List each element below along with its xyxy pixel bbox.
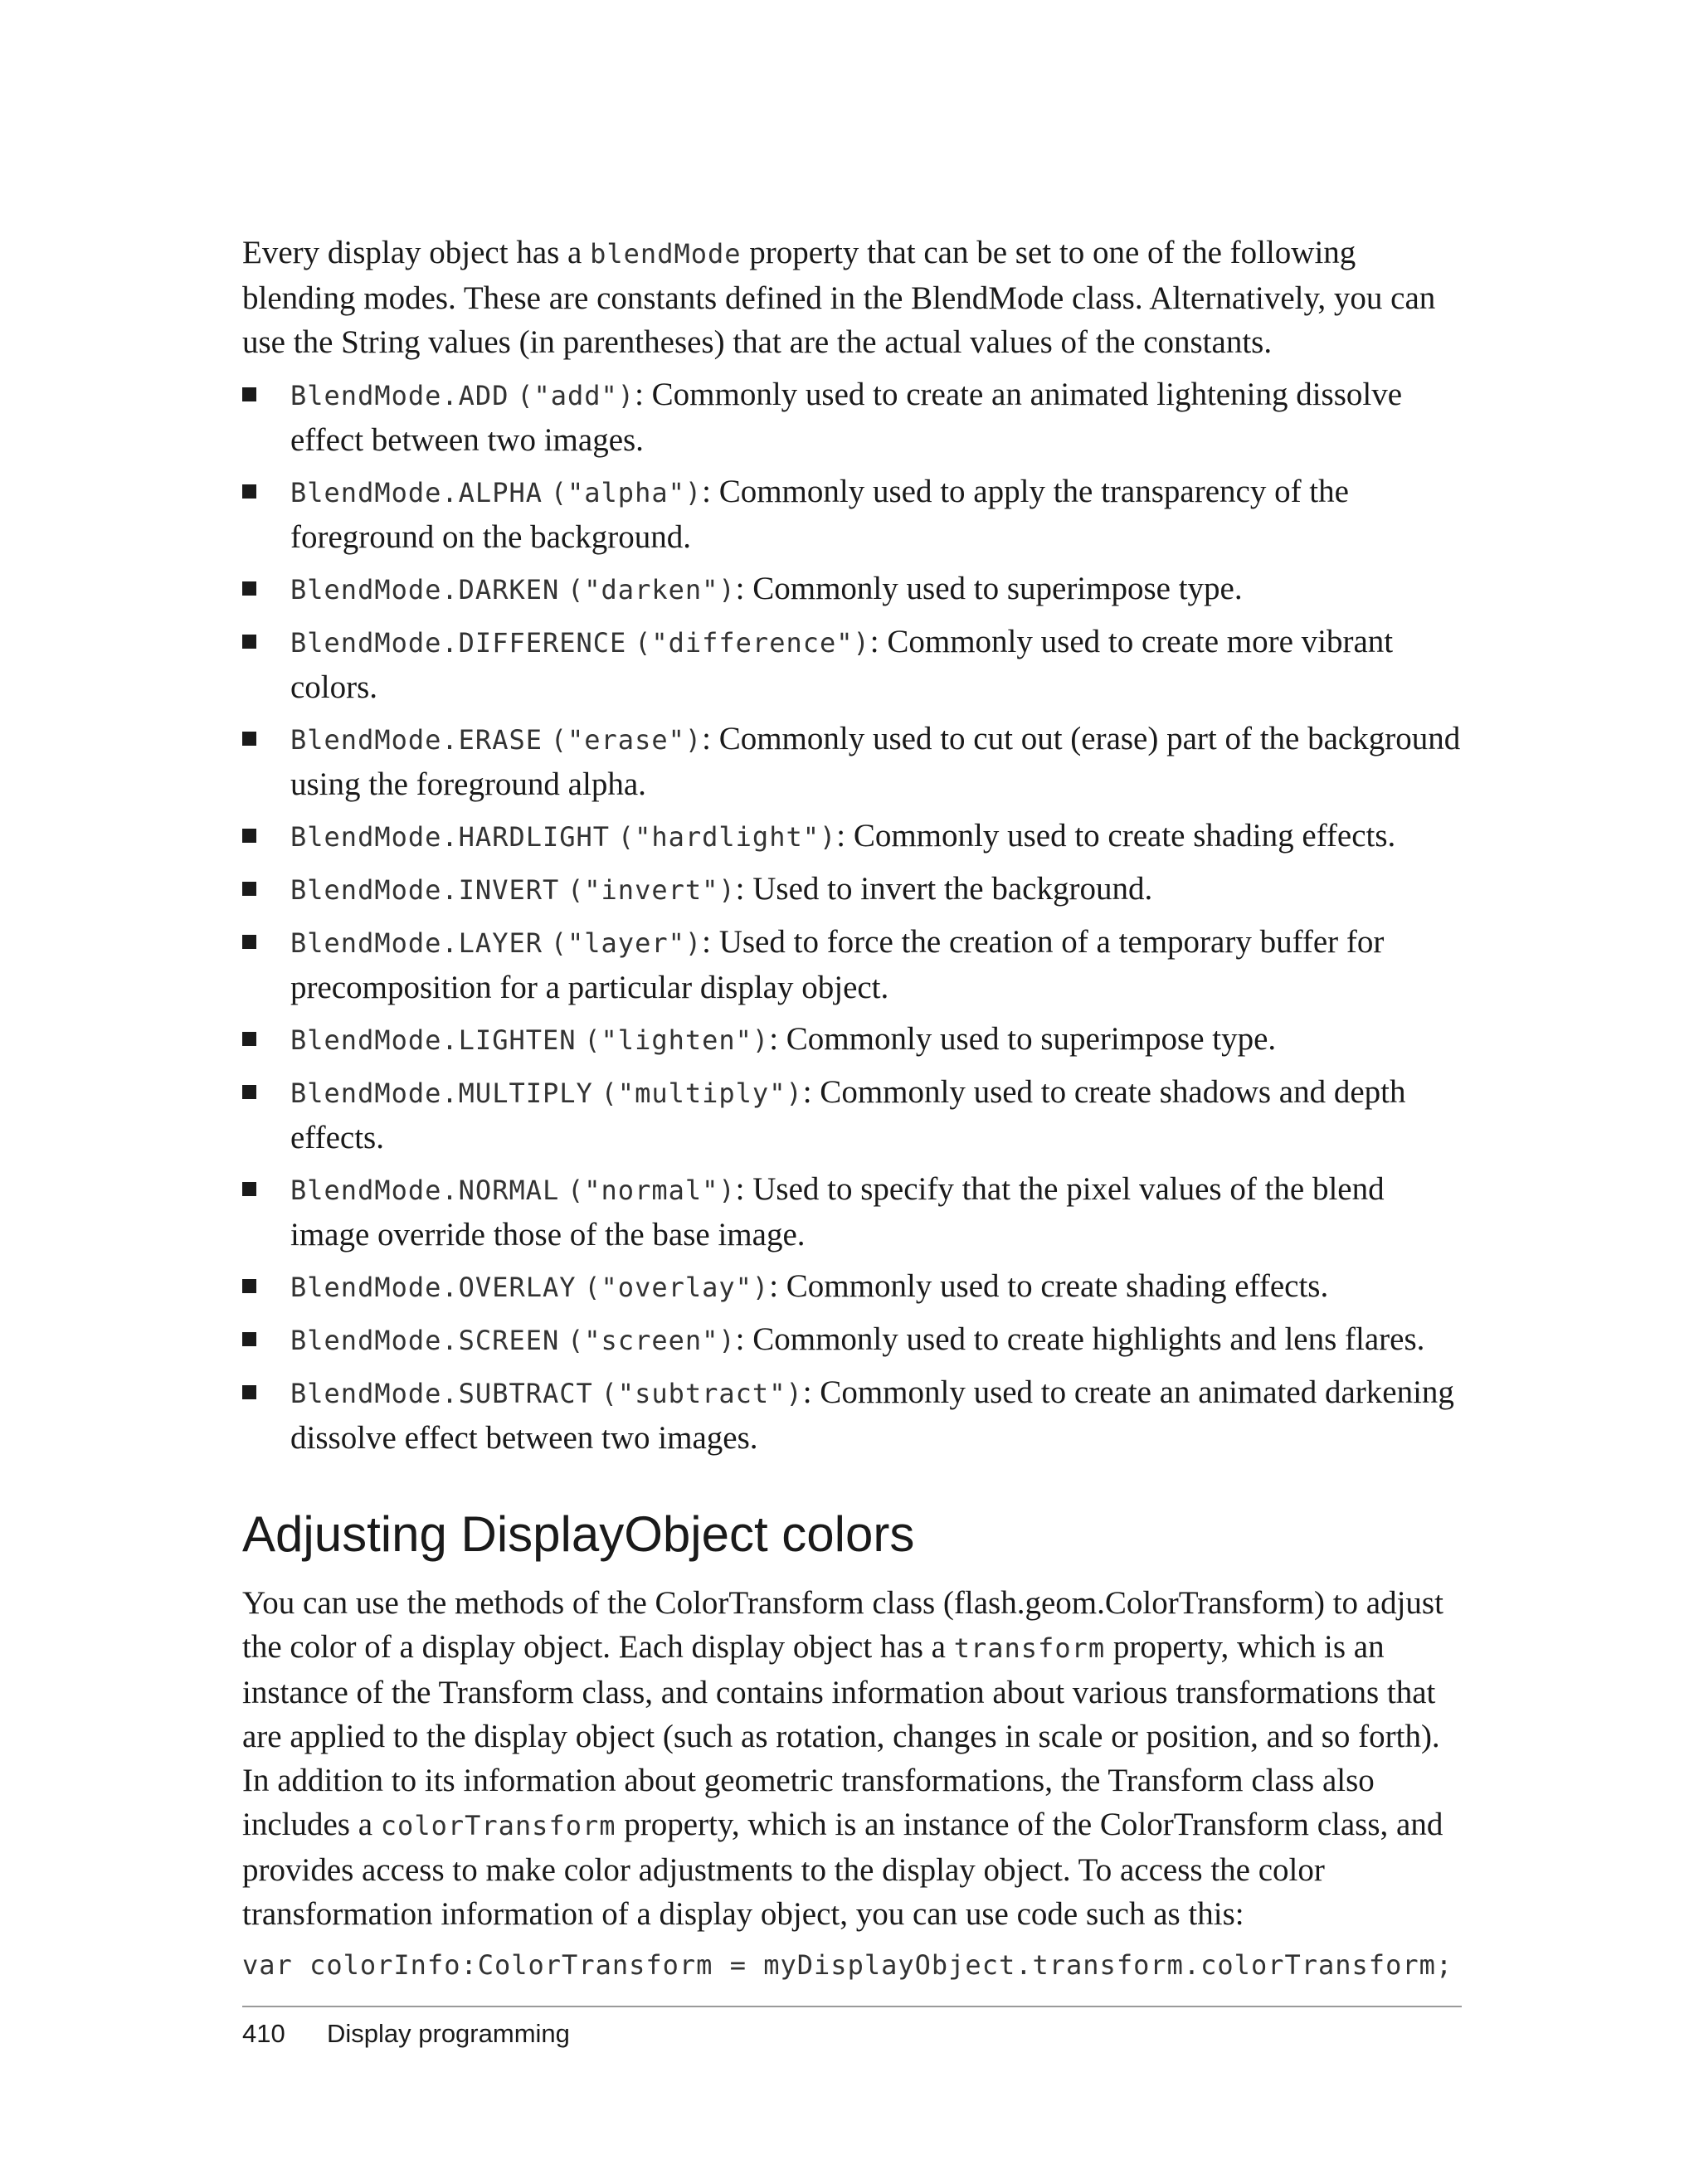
- mode-constant: BlendMode.OVERLAY: [290, 1272, 577, 1303]
- bullet-icon: [242, 1182, 256, 1196]
- section-heading: Adjusting DisplayObject colors: [242, 1506, 915, 1562]
- list-item: [242, 1167, 1462, 1257]
- list-item: [242, 814, 1462, 859]
- list-item: [242, 920, 1462, 1009]
- mode-constant: BlendMode.SCREEN: [290, 1325, 560, 1356]
- section-text-1: You can use the methods of the ColorTransform class (flash.geom.ColorTransform) to adjust the color of a display object. Each display object has a: [242, 1585, 1443, 1665]
- mode-value: ("hardlight"): [617, 821, 837, 853]
- mode-constant: BlendMode.NORMAL: [290, 1175, 560, 1206]
- intro-code-blendmode: blendMode: [590, 238, 742, 270]
- bullet-icon: [242, 1385, 256, 1399]
- section-text-2: property, which is an instance of the Transform class, and contains information about various transformations that are applied to the display object (such as rotation, changes in scale or position, and so forth). In addition to its information about geometric transformations, the Transform class also includes a: [242, 1629, 1440, 1842]
- bullet-icon: [242, 1279, 256, 1293]
- blend-mode-list: [242, 372, 1462, 1460]
- mode-description: : Commonly used to cut out (erase) part of the background using the foreground alpha.: [290, 721, 1461, 802]
- mode-constant: BlendMode.HARDLIGHT: [290, 821, 611, 853]
- bullet-icon: [242, 581, 256, 596]
- mode-constant: BlendMode.INVERT: [290, 874, 560, 906]
- mode-description: : Commonly used to create an animated lightening dissolve effect between two images.: [290, 377, 1403, 458]
- page-number: 410: [242, 2019, 285, 2048]
- bullet-icon: [242, 882, 256, 896]
- bullet-icon: [242, 1032, 256, 1046]
- intro-text-1: Every display object has a: [242, 235, 591, 270]
- bullet-icon: [242, 1085, 256, 1099]
- intro-text-2: property that can be set to one of the following blending modes. These are constants defined in the BlendMode class. Alternatively, you can use the String values (in parentheses) that are the actual values of the constants.: [242, 235, 1436, 360]
- page-body: [242, 231, 1462, 1986]
- bullet-icon: [242, 935, 256, 949]
- list-item: [242, 469, 1462, 559]
- code-sample: var colorInfo:ColorTransform = myDisplayObject.transform.colorTransform;: [242, 1949, 1453, 1981]
- mode-constant: BlendMode.SUBTRACT: [290, 1378, 593, 1409]
- mode-value: ("lighten"): [584, 1024, 770, 1056]
- mode-description: : Used to specify that the pixel values of the blend image override those of the base image.: [290, 1171, 1385, 1253]
- mode-value: ("erase"): [550, 724, 703, 756]
- list-item: [242, 1370, 1462, 1460]
- mode-constant: BlendMode.LIGHTEN: [290, 1024, 577, 1056]
- list-item: [242, 372, 1462, 462]
- mode-value: ("multiply"): [601, 1077, 803, 1109]
- list-item: [242, 567, 1462, 612]
- mode-description: : Commonly used to create more vibrant colors.: [290, 624, 1394, 705]
- section-text-3: property, which is an instance of the ColorTransform class, and provides access to make color adjustments to the display object. To access the color transformation information of a display object, you can use code such as this:: [242, 1807, 1443, 1932]
- mode-value: ("overlay"): [584, 1272, 770, 1303]
- footer-divider: [242, 2006, 1462, 2007]
- mode-constant: BlendMode.ADD: [290, 380, 509, 411]
- mode-value: ("subtract"): [601, 1378, 803, 1409]
- list-item: [242, 1264, 1462, 1310]
- mode-description: : Commonly used to create shading effects.: [836, 818, 1396, 854]
- list-item: [242, 1317, 1462, 1363]
- list-item: [242, 1017, 1462, 1063]
- intro-paragraph: [242, 231, 1462, 364]
- mode-description: : Commonly used to apply the transparency of the foreground on the background.: [290, 474, 1349, 555]
- mode-value: ("normal"): [567, 1175, 736, 1206]
- mode-description: : Commonly used to superimpose type.: [769, 1021, 1277, 1057]
- mode-constant: BlendMode.LAYER: [290, 927, 543, 959]
- list-item: [242, 620, 1462, 709]
- mode-constant: BlendMode.DARKEN: [290, 574, 560, 606]
- list-item: [242, 717, 1462, 806]
- mode-constant: BlendMode.MULTIPLY: [290, 1077, 593, 1109]
- mode-value: ("screen"): [567, 1325, 736, 1356]
- bullet-icon: [242, 1332, 256, 1346]
- mode-description: : Commonly used to create shadows and depth effects.: [290, 1074, 1406, 1155]
- mode-value: ("invert"): [567, 874, 736, 906]
- mode-description: : Used to force the creation of a temporary buffer for precomposition for a particular display object.: [290, 924, 1385, 1005]
- section-code-transform: transform: [953, 1632, 1106, 1664]
- bullet-icon: [242, 829, 256, 843]
- mode-value: ("difference"): [635, 627, 870, 659]
- mode-constant: BlendMode.DIFFERENCE: [290, 627, 627, 659]
- page-footer: [242, 2019, 570, 2049]
- mode-value: ("add"): [517, 380, 635, 411]
- mode-description: : Commonly used to create shading effects.: [769, 1268, 1329, 1304]
- list-item: [242, 1070, 1462, 1160]
- list-item: [242, 867, 1462, 912]
- mode-value: ("alpha"): [550, 477, 703, 508]
- mode-description: : Commonly used to create an animated darkening dissolve effect between two images.: [290, 1374, 1454, 1456]
- bullet-icon: [242, 387, 256, 401]
- mode-constant: BlendMode.ERASE: [290, 724, 543, 756]
- mode-description: : Commonly used to create highlights and lens flares.: [735, 1321, 1425, 1357]
- chapter-title: Display programming: [327, 2019, 570, 2048]
- section-paragraph: [242, 1581, 1462, 1936]
- section-code-colortransform: colorTransform: [380, 1810, 616, 1841]
- bullet-icon: [242, 635, 256, 649]
- mode-value: ("layer"): [550, 927, 703, 959]
- mode-constant: BlendMode.ALPHA: [290, 477, 543, 508]
- mode-description: : Used to invert the background.: [735, 871, 1153, 907]
- mode-description: : Commonly used to superimpose type.: [735, 571, 1243, 606]
- bullet-icon: [242, 732, 256, 746]
- bullet-icon: [242, 484, 256, 499]
- mode-value: ("darken"): [567, 574, 736, 606]
